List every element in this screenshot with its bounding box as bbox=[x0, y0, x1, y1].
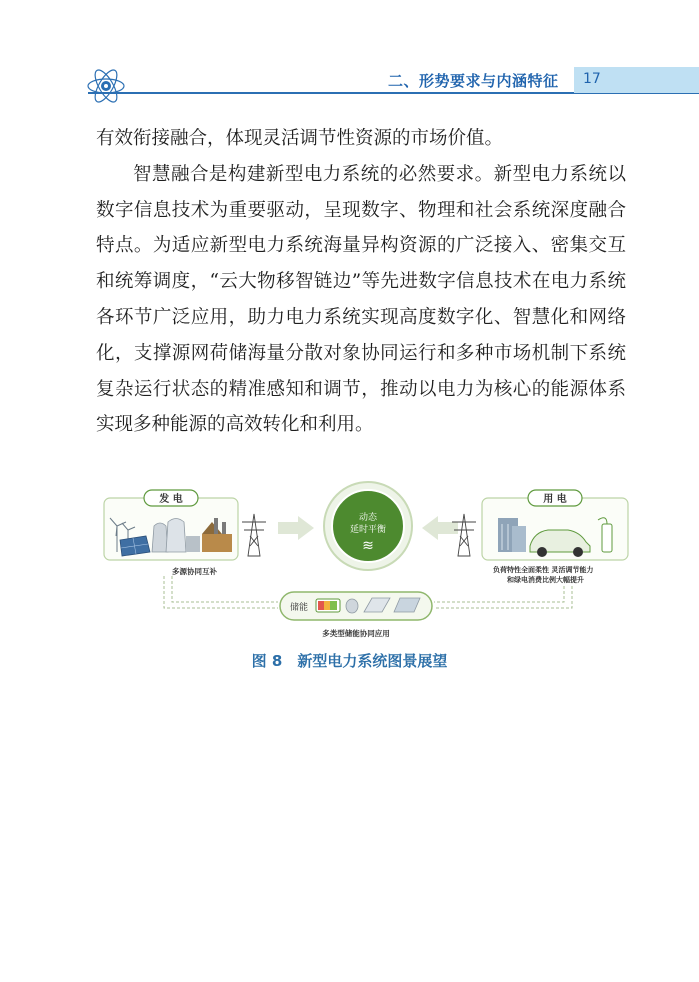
figure-caption: 图 8 新型电力系统图景展望 bbox=[251, 652, 448, 670]
transmission-tower-icon bbox=[242, 514, 266, 556]
generation-note: 多源协同互补 bbox=[172, 567, 217, 576]
center-balance-badge bbox=[324, 482, 412, 570]
storage-panel bbox=[280, 592, 432, 620]
battery-icon bbox=[316, 599, 340, 612]
consumption-note-line1: 负荷特性全面柔性 灵活调节能力 bbox=[493, 565, 594, 574]
storage-label: 储能 bbox=[290, 603, 309, 613]
storage-note: 多类型储能协同应用 bbox=[322, 629, 390, 638]
power-system-diagram bbox=[102, 480, 632, 645]
generation-label: 发 电 bbox=[159, 494, 183, 505]
center-text-line1: 动态 bbox=[358, 513, 378, 523]
solar-panel-icon bbox=[120, 536, 150, 556]
paragraph: 智慧融合是构建新型电力系统的必然要求。新型电力系统以数字信息技术为重要驱动，呈现数字、物理和社会系统深度融合特点。为适应新型电力系统海量异构资源的广泛接入、密集交互和统筹调度，“云大物移智链边”等先进数字信息技术在电力系统各环节广泛应用，助力电力系统实现高度数字化、智慧化和网络化，支撑源网荷储海量分散对象协同运行和多种市场机制下系统复杂运行状态的精准感知和调节，推动以电力为核心的能源体系实现多种能源的高效转化和利用。 bbox=[96, 163, 626, 436]
generation-panel bbox=[104, 490, 238, 576]
arrow-left-icon bbox=[422, 516, 458, 540]
consumption-note-line2: 和绿电消费比例大幅提升 bbox=[507, 575, 584, 584]
paragraph: 有效衔接融合，体现灵活调节性资源的市场价值。 bbox=[96, 128, 504, 149]
arrow-right-icon bbox=[278, 516, 314, 540]
body-text bbox=[96, 121, 626, 443]
page-number: 17 bbox=[583, 71, 601, 87]
consumption-panel bbox=[482, 490, 628, 584]
transmission-tower-icon bbox=[452, 514, 476, 556]
center-text-line2: 延时平衡 bbox=[349, 525, 387, 535]
atom-logo-icon bbox=[86, 66, 126, 106]
wave-icon: ≋ bbox=[362, 538, 374, 554]
page-header bbox=[0, 0, 699, 110]
section-title: 二、形势要求与内涵特征 bbox=[388, 72, 559, 90]
consumption-label: 用 电 bbox=[543, 494, 567, 505]
